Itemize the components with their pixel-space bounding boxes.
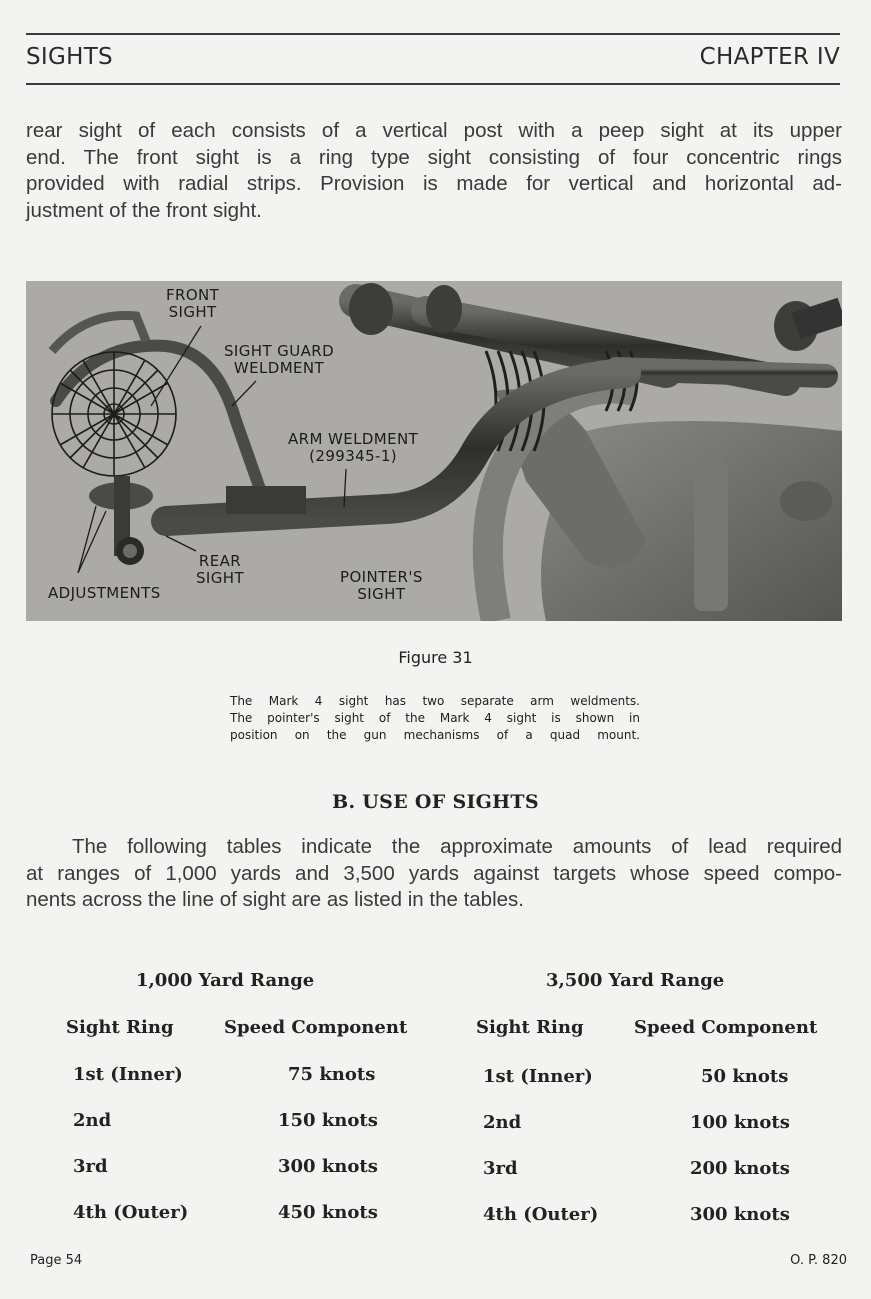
table-cell-speed: 100 knots [690, 1112, 790, 1133]
text-line: provided with radial strips. Provision is made for vertical and horizontal ad- [26, 172, 842, 195]
header-rule-top [26, 33, 840, 35]
header-rule-bottom [26, 83, 840, 85]
label-line: ADJUSTMENTS [48, 584, 161, 602]
label-line: POINTER'S [340, 568, 423, 586]
label-line: REAR [198, 552, 242, 570]
label-line: SIGHT [196, 569, 245, 587]
text-line: rear sight of each consists of a vertical post with a peep sight at its upper [26, 119, 842, 142]
label-adjustments [48, 585, 161, 602]
label-line: SIGHT GUARD [224, 342, 335, 360]
column-header-sight-ring: Sight Ring [66, 1017, 174, 1038]
table-cell-speed: 200 knots [690, 1158, 790, 1179]
caption-line: position on the gun mechanisms of a quad mount. [230, 728, 640, 742]
figure-31-photo [26, 281, 842, 621]
intro-paragraph [26, 118, 842, 224]
figure-caption [230, 693, 640, 744]
front-sight-rings [52, 352, 176, 476]
table-cell-ring: 4th (Outer) [483, 1204, 599, 1225]
column-header-sight-ring: Sight Ring [476, 1017, 584, 1038]
text-line: nents across the line of sight are as listed in the tables. [26, 888, 524, 911]
table-cell-speed: 150 knots [278, 1110, 378, 1131]
table-cell-speed: 300 knots [278, 1156, 378, 1177]
table-cell-speed: 50 knots [701, 1066, 789, 1087]
label-front-sight [166, 287, 219, 321]
section-heading: B. USE OF SIGHTS [332, 791, 539, 813]
table-cell-ring: 1st (Inner) [483, 1066, 593, 1087]
table-cell-ring: 3rd [73, 1156, 108, 1177]
label-line: SIGHT [168, 303, 217, 321]
text-line: at ranges of 1,000 yards and 3,500 yards against targets whose speed compo- [26, 861, 842, 885]
figure-title: Figure 31 [398, 648, 473, 667]
table-cell-speed: 300 knots [690, 1204, 790, 1225]
text-line: end. The front sight is a ring type sight consisting of four concentric rings [26, 145, 842, 169]
table-cell-ring: 3rd [483, 1158, 518, 1179]
page-number: Page 54 [30, 1253, 83, 1268]
publication-number: O. P. 820 [790, 1253, 847, 1268]
table-cell-ring: 2nd [73, 1110, 112, 1131]
text-line: The following tables indicate the approximate amounts of lead required [72, 835, 842, 858]
table-title: 1,000 Yard Range [136, 970, 315, 991]
caption-line: The Mark 4 sight has two separate arm weldments. [230, 694, 640, 708]
table-cell-speed: 75 knots [288, 1064, 376, 1085]
table-title: 3,500 Yard Range [546, 970, 725, 991]
column-header-speed-component: Speed Component [634, 1017, 818, 1038]
label-pointers-sight [340, 569, 423, 603]
running-head-section: SIGHTS [26, 44, 113, 70]
label-rear-sight [196, 553, 244, 587]
text-line: justment of the front sight. [26, 198, 262, 222]
label-sight-guard-weldment [224, 343, 334, 377]
label-line: SIGHT [357, 585, 406, 603]
label-arm-weldment [288, 431, 418, 465]
running-head-chapter: CHAPTER IV [699, 44, 840, 70]
table-cell-ring: 2nd [483, 1112, 522, 1133]
sight-mechanism-illustration [26, 281, 842, 621]
table-cell-speed: 450 knots [278, 1202, 378, 1223]
label-line: ARM WELDMENT [288, 430, 419, 448]
table-cell-ring: 1st (Inner) [73, 1064, 183, 1085]
label-line: WELDMENT [233, 359, 325, 377]
label-line: FRONT [166, 286, 220, 304]
label-line: (299345-1) [309, 447, 398, 465]
table-cell-ring: 4th (Outer) [73, 1202, 189, 1223]
column-header-speed-component: Speed Component [224, 1017, 408, 1038]
caption-line: The pointer's sight of the Mark 4 sight is shown in [230, 711, 640, 725]
section-paragraph [26, 834, 842, 914]
